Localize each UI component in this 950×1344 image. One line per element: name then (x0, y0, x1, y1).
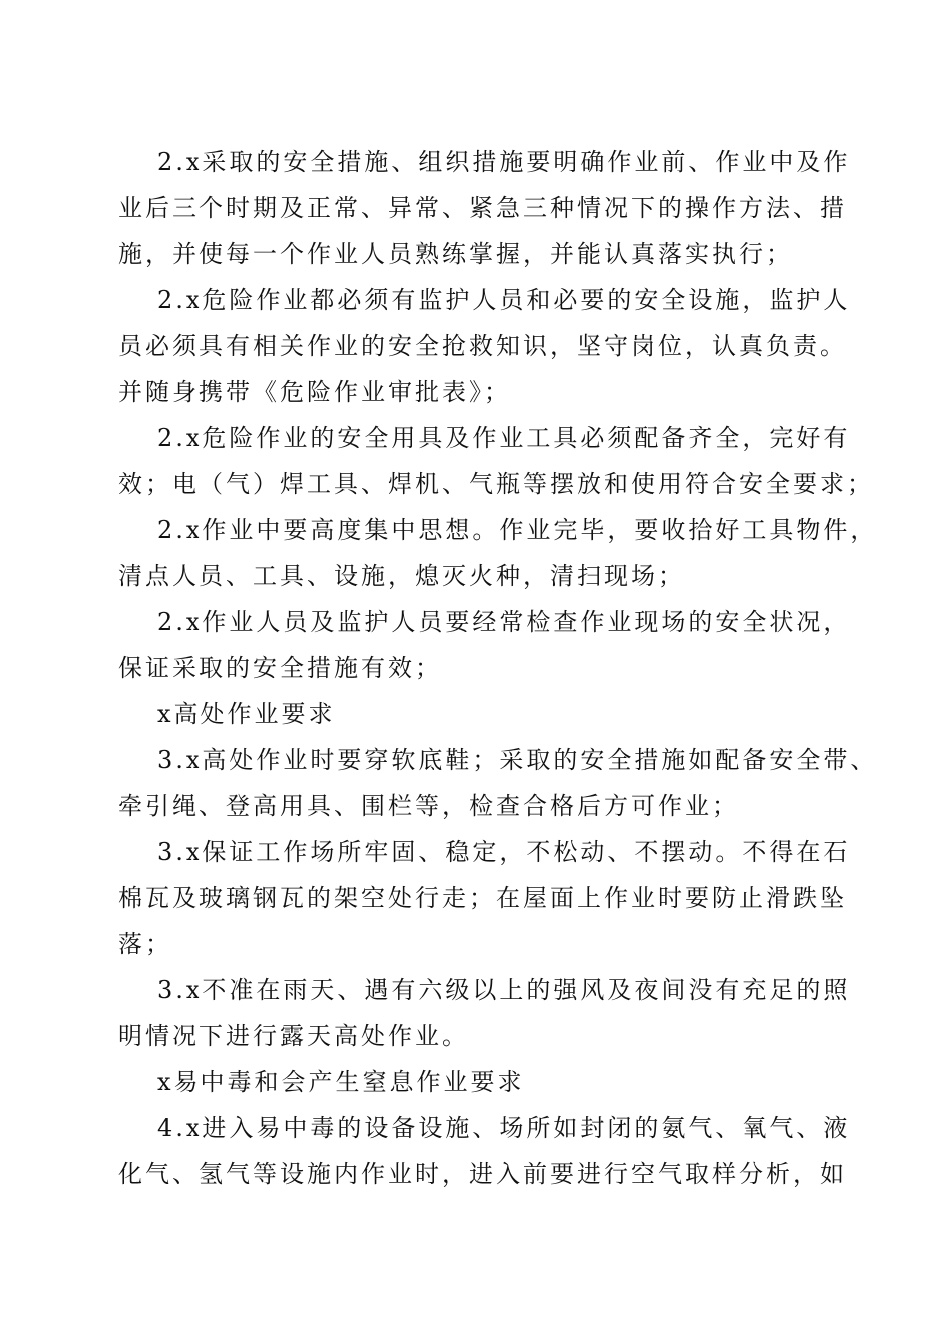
paragraph-line: 2.x作业中要高度集中思想。作业完毕，要收拾好工具物件， (157, 516, 878, 544)
paragraph-line: 施，并使每一个作业人员熟练掌握，并能认真落实执行； (118, 240, 793, 268)
paragraph-line: 4.x进入易中毒的设备设施、场所如封闭的氨气、氧气、液 (157, 1114, 851, 1142)
paragraph-line: 员必须具有相关作业的安全抢救知识，坚守岗位，认真负责。 (118, 332, 847, 360)
paragraph-line: 落； (118, 930, 172, 958)
paragraph-line: 业后三个时期及正常、异常、紧急三种情况下的操作方法、措 (118, 194, 847, 222)
paragraph-line: 化气、氢气等设施内作业时，进入前要进行空气取样分析，如 (118, 1160, 847, 1188)
paragraph-line: 2.x采取的安全措施、组织措施要明确作业前、作业中及作 (157, 148, 851, 176)
section-heading: x易中毒和会产生窒息作业要求 (157, 1068, 525, 1096)
paragraph-line: 2.x作业人员及监护人员要经常检查作业现场的安全状况， (157, 608, 851, 636)
paragraph-line: 2.x危险作业都必须有监护人员和必要的安全设施，监护人 (157, 286, 851, 314)
paragraph-line: 明情况下进行露天高处作业。 (118, 1022, 469, 1050)
section-heading: x高处作业要求 (157, 700, 336, 728)
paragraph-line: 棉瓦及玻璃钢瓦的架空处行走；在屋面上作业时要防止滑跌坠 (118, 884, 847, 912)
paragraph-line: 清点人员、工具、设施，熄灭火种，清扫现场； (118, 562, 685, 590)
paragraph-line: 3.x保证工作场所牢固、稳定，不松动、不摆动。不得在石 (157, 838, 851, 866)
paragraph-line: 效；电（气）焊工具、焊机、气瓶等摆放和使用符合安全要求； (118, 470, 874, 498)
paragraph-line: 2.x危险作业的安全用具及作业工具必须配备齐全，完好有 (157, 424, 851, 452)
paragraph-line: 3.x不准在雨天、遇有六级以上的强风及夜间没有充足的照 (157, 976, 851, 1004)
paragraph-line: 保证采取的安全措施有效； (118, 654, 442, 682)
paragraph-line: 并随身携带《危险作业审批表》； (118, 378, 511, 406)
paragraph-line: 牵引绳、登高用具、围栏等，检查合格后方可作业； (118, 792, 739, 820)
paragraph-line: 3.x高处作业时要穿软底鞋；采取的安全措施如配备安全带、 (157, 746, 878, 774)
